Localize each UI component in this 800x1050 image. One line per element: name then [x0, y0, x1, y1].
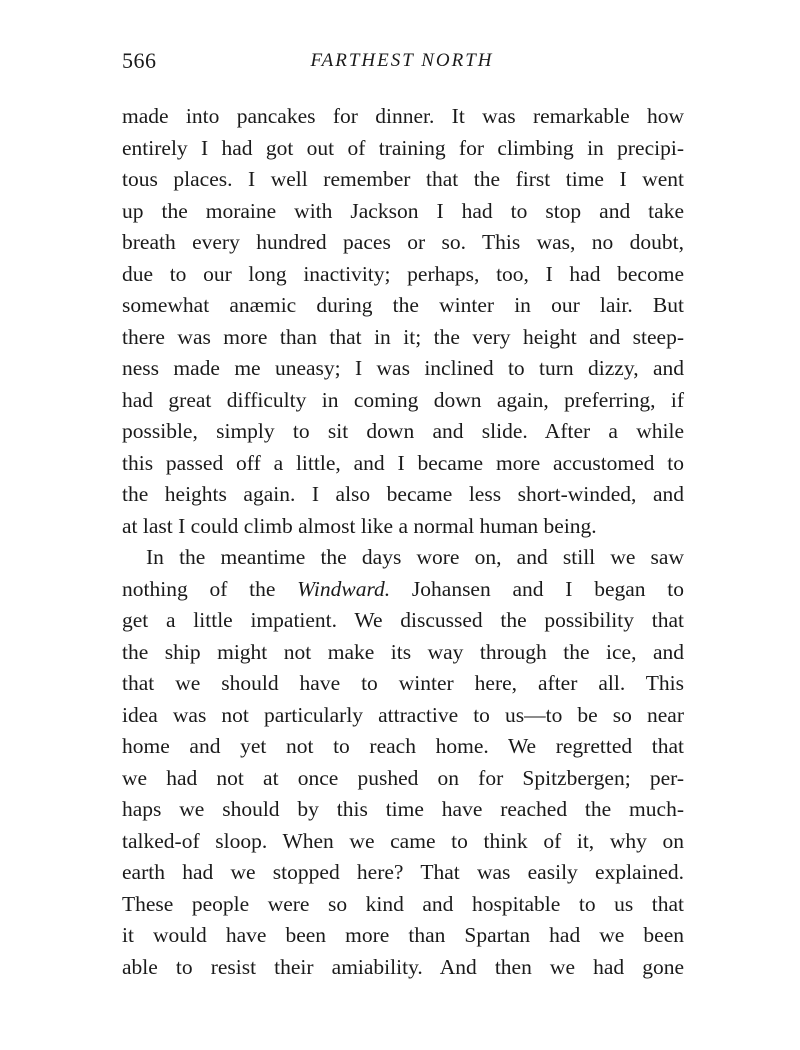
body-text [122, 101, 684, 983]
text-line: this passed off a little, and I became more accustomed to [122, 450, 684, 475]
text-line: had great difficulty in coming down again, preferring, if [122, 387, 684, 412]
text-segment: Johansen and I began to [411, 576, 685, 601]
page-header [122, 48, 682, 78]
running-head: FARTHEST NORTH [310, 50, 494, 71]
text-segment: nothing of the [122, 576, 276, 601]
text-line: due to our long inactivity; perhaps, too, I had become [122, 261, 684, 286]
text-line: up the moraine with Jackson I had to stop and take [122, 198, 684, 223]
page-number: 566 [122, 48, 157, 73]
paragraph-first-line: In the meantime the days wore on, and still we saw [146, 545, 684, 569]
text-line-with-ship-name [122, 574, 684, 606]
text-line: home and yet not to reach home. We regretted that [122, 734, 684, 758]
text-line: tous places. I well remember that the first time I went [122, 167, 684, 191]
text-line: we had not at once pushed on for Spitzbergen; per- [122, 765, 684, 790]
text-line: These people were so kind and hospitable to us that [122, 891, 684, 916]
text-line: it would have been more than Spartan had we been [122, 923, 684, 947]
text-line: somewhat anæmic during the winter in our lair. But [122, 293, 684, 317]
text-line: breath every hundred paces or so. This was, no doubt, [122, 230, 684, 254]
text-line: entirely I had got out of training for climbing in precipi- [122, 135, 684, 160]
text-line: talked-of sloop. When we came to think of it, why on [122, 828, 684, 853]
text-line: able to resist their amiability. And then we had gone [122, 954, 684, 979]
text-line: get a little impatient. We discussed the possibility that [122, 608, 684, 632]
text-line: at last I could climb almost like a normal human being. [122, 513, 597, 538]
text-line: the heights again. I also became less short-winded, and [122, 482, 684, 506]
text-line: made into pancakes for dinner. It was remarkable how [122, 104, 684, 128]
text-line: ness made me uneasy; I was inclined to turn dizzy, and [122, 356, 684, 380]
text-line: that we should have to winter here, after all. This [122, 671, 684, 695]
text-line: the ship might not make its way through the ice, and [122, 639, 684, 664]
text-line: idea was not particularly attractive to us—to be so near [122, 702, 684, 727]
text-line: haps we should by this time have reached the much- [122, 797, 684, 821]
text-line: earth had we stopped here? That was easily explained. [122, 860, 684, 884]
text-line: possible, simply to sit down and slide. After a while [122, 419, 684, 443]
text-line: there was more than that in it; the very height and steep- [122, 324, 684, 349]
ship-name: Windward. [297, 576, 391, 601]
